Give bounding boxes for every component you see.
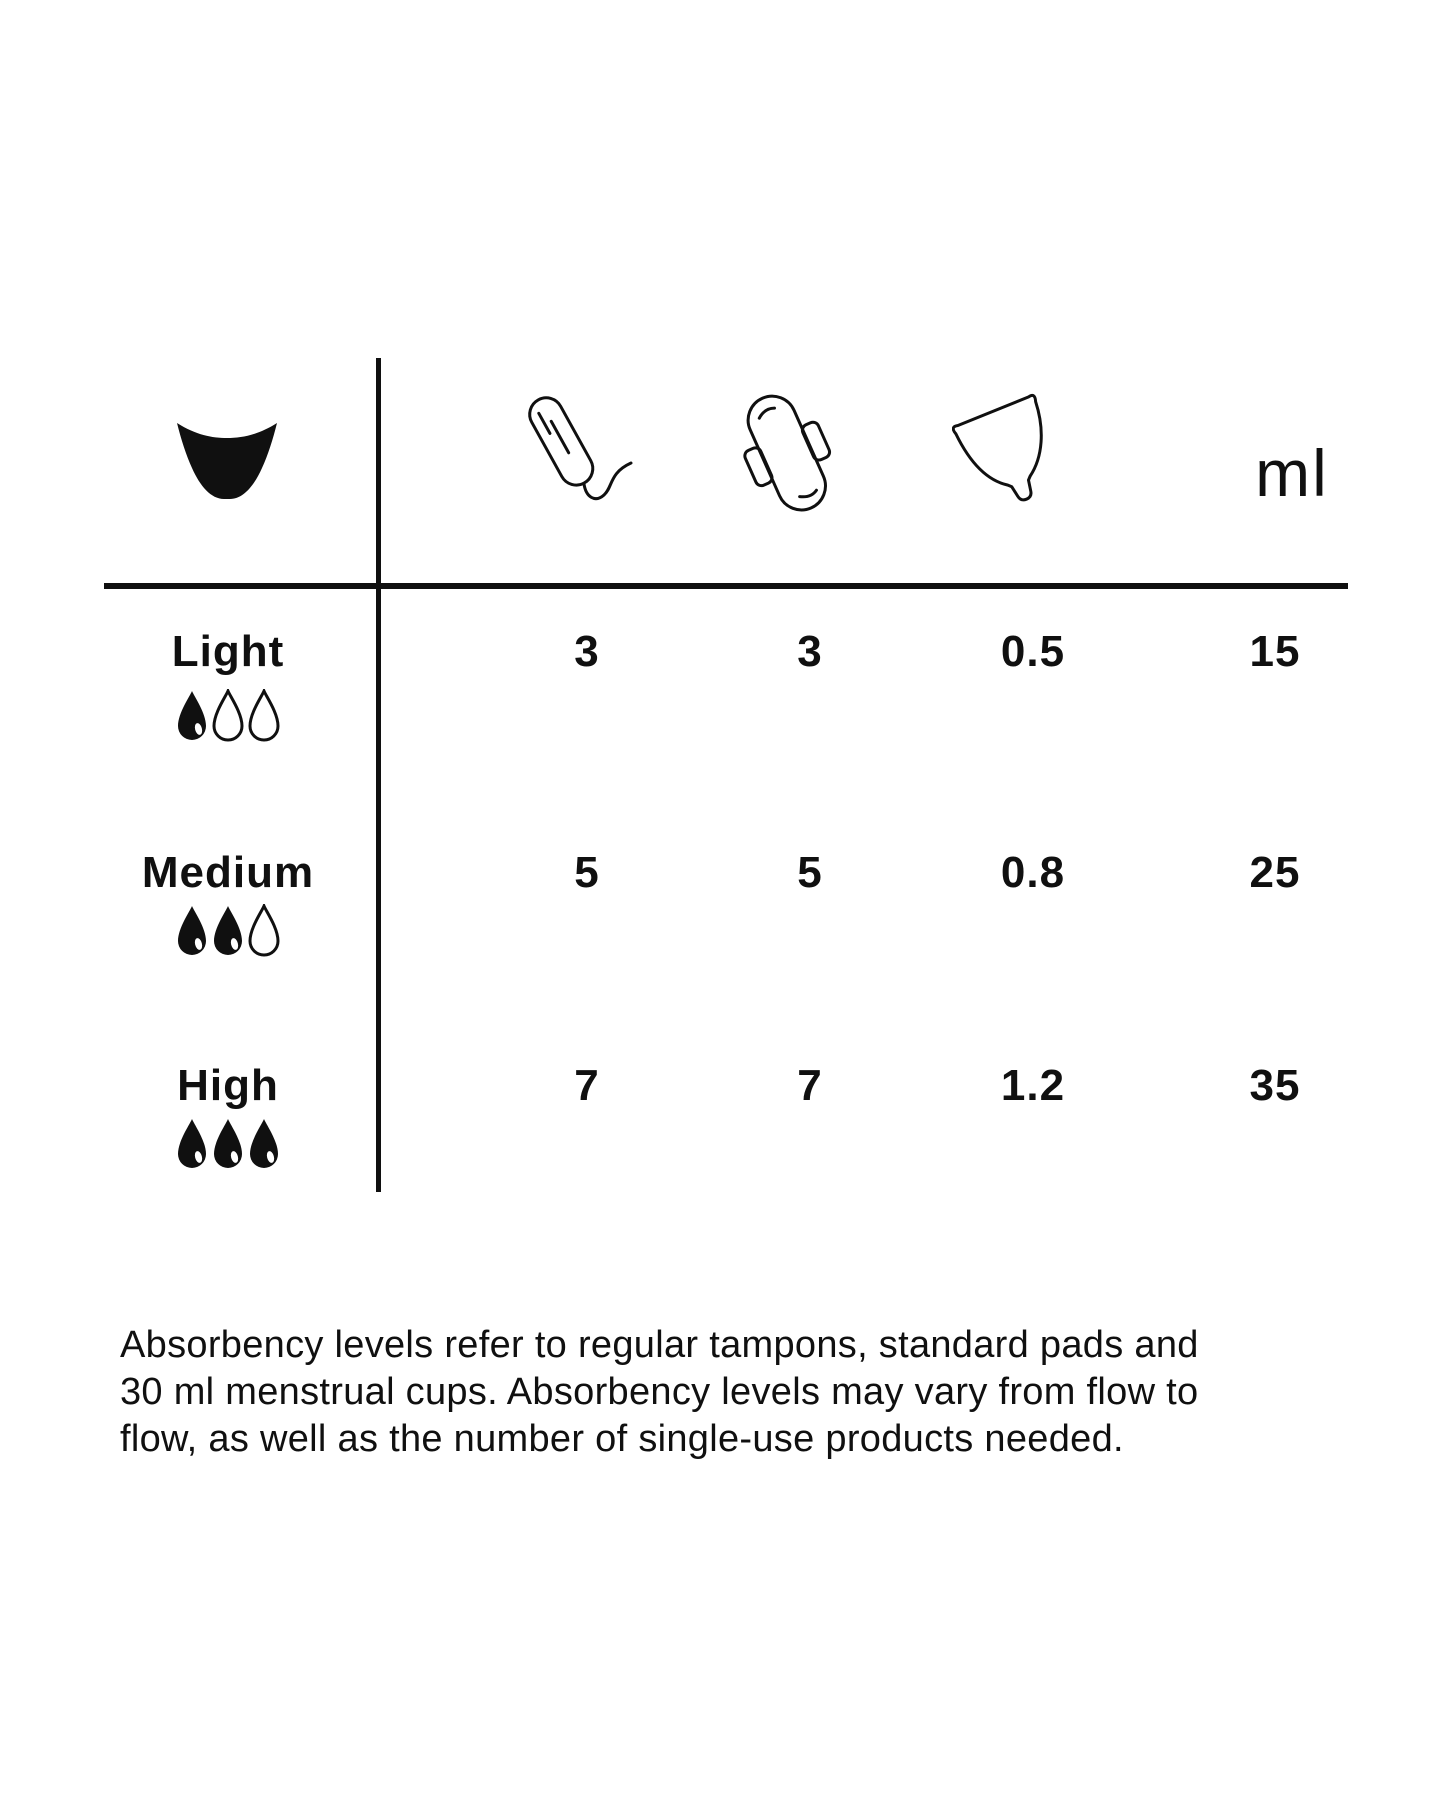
table-vertical-divider (376, 358, 381, 1192)
cell-high-pads: 7 (797, 1061, 823, 1110)
cell-high-tampons: 7 (574, 1061, 600, 1110)
cell-light-ml: 15 (1249, 627, 1301, 676)
cell-high-ml: 35 (1249, 1061, 1301, 1110)
row-label-light: Light (171, 627, 285, 676)
cell-light-tampons: 3 (574, 627, 600, 676)
footnote-line-2: 30 ml menstrual cups. Absorbency levels may vary from flow to (120, 1371, 1199, 1413)
drop-icon (211, 904, 245, 958)
cell-medium-pads: 5 (797, 848, 823, 897)
drop-icon (211, 1117, 245, 1171)
row-label-high: High (177, 1061, 279, 1110)
drop-icon (175, 689, 209, 743)
drop-icon (247, 904, 281, 958)
flow-drops-high (98, 1117, 358, 1171)
cell-high-cups: 1.2 (1000, 1061, 1066, 1110)
drop-icon (247, 689, 281, 743)
flow-drops-medium (98, 904, 358, 958)
cell-light-pads: 3 (797, 627, 823, 676)
drop-icon (175, 904, 209, 958)
row-label-medium: Medium (141, 848, 315, 897)
menstrual-cup-icon (952, 392, 1060, 510)
cell-light-cups: 0.5 (1000, 627, 1066, 676)
footnote-line-1: Absorbency levels refer to regular tampons, standard pads and (120, 1324, 1199, 1366)
cell-medium-tampons: 5 (574, 848, 600, 897)
tampon-string (584, 463, 631, 499)
cell-medium-cups: 0.8 (1000, 848, 1066, 897)
flow-drops-light (98, 689, 358, 743)
table-horizontal-divider (104, 583, 1348, 589)
drop-icon (247, 1117, 281, 1171)
footnote (120, 1322, 1360, 1463)
pad-icon (742, 392, 862, 514)
tampon-icon (525, 393, 647, 515)
cell-medium-ml: 25 (1249, 848, 1301, 897)
panties-icon (174, 417, 280, 505)
ml-unit-label: ml (1255, 436, 1329, 510)
drop-icon (211, 689, 245, 743)
footnote-line-3: flow, as well as the number of single-use products needed. (120, 1418, 1124, 1460)
drop-icon (175, 1117, 209, 1171)
